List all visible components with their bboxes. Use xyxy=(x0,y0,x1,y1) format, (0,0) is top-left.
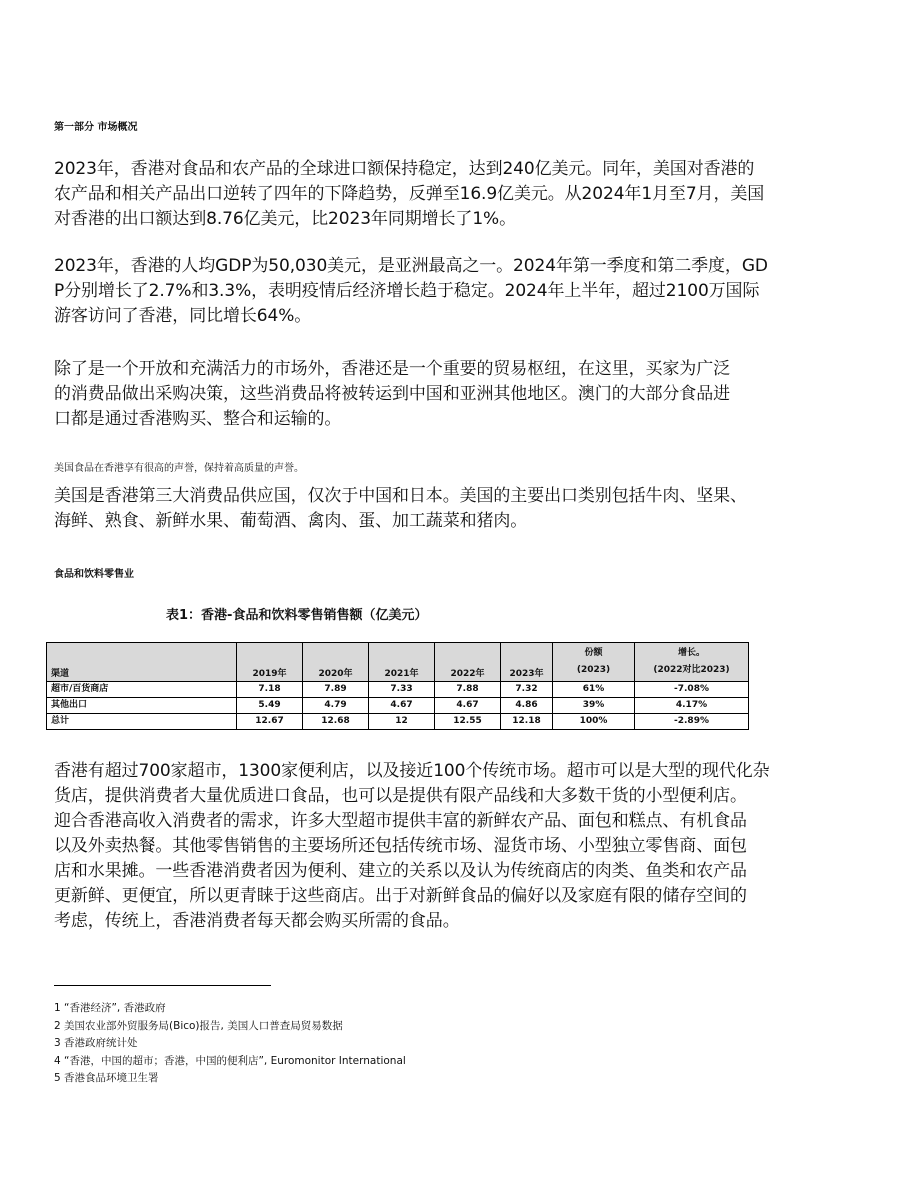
cell-2020: 7.89 xyxy=(303,682,369,698)
cell-2023: 7.32 xyxy=(501,682,553,698)
note-reputation: 美国食品在香港享有很高的声誉，保持着高质量的声誉。 xyxy=(54,463,304,474)
cell-channel: 总计 xyxy=(47,714,237,730)
header-share xyxy=(553,643,635,682)
header-2019: 2019年 xyxy=(237,643,303,682)
cell-growth: -2.89% xyxy=(635,714,749,730)
footnote-2: 2 美国农业部外贸服务局(Bico)报告, 美国人口普查局贸易数据 xyxy=(54,1019,343,1032)
table-title: 表1：香港-食品和饮料零售销售额（亿美元） xyxy=(166,608,428,623)
table-header-row xyxy=(47,643,749,682)
cell-channel: 超市/百货商店 xyxy=(47,682,237,698)
paragraph-us-supplier: 美国是香港第三大消费品供应国，仅次于中国和日本。美国的主要出口类别包括牛肉、坚果、 海鲜、熟食、新鲜水果、葡萄酒、禽肉、蛋、加工蔬菜和猪肉。 xyxy=(54,486,747,531)
cell-2022: 12.55 xyxy=(435,714,501,730)
footnote-4: 4 “香港，中国的超市；香港，中国的便利店”, Euromonitor International xyxy=(54,1054,406,1067)
header-growth-line1: 增长。 xyxy=(677,648,705,658)
header-2021: 2021年 xyxy=(369,643,435,682)
header-growth xyxy=(635,643,749,682)
header-share-line2: (2023) xyxy=(576,665,611,675)
footnote-1: 1 “香港经济”, 香港政府 xyxy=(54,1002,166,1014)
cell-share: 61% xyxy=(553,682,635,698)
paragraph-gdp: 2023年，香港的人均GDP为50,030美元，是亚洲最高之一。2024年第一季度和第二季度，GD P分别增长了2.7%和3.3%，表明疫情后经济增长趋于稳定。2024年上半年，超过2100万国际 游客访问了香港，同比增长64%。 xyxy=(54,256,768,326)
cell-growth: -7.08% xyxy=(635,682,749,698)
header-growth-line2: (2022对比2023) xyxy=(653,665,730,675)
paragraph-trade-hub: 除了是一个开放和充满活力的市场外，香港还是一个重要的贸易枢纽，在这里，买家为广泛 的消费品做出采购决策，这些消费品将被转运到中国和亚洲其他地区。澳门的大部分食品进 口都是通过香港购买、整合和运输的。 xyxy=(54,359,730,429)
cell-2021: 4.67 xyxy=(369,698,435,714)
cell-2020: 12.68 xyxy=(303,714,369,730)
section-heading-retail: 食品和饮料零售业 xyxy=(54,569,134,580)
cell-2022: 7.88 xyxy=(435,682,501,698)
cell-2021: 12 xyxy=(369,714,435,730)
cell-2023: 4.86 xyxy=(501,698,553,714)
paragraph-supermarkets: 香港有超过700家超市，1300家便利店，以及接近100个传统市场。超市可以是大型的现代化杂 货店，提供消费者大量优质进口食品，也可以是提供有限产品线和大多数干货的小型便利店。 迎合香港高收入消费者的需求，许多大型超市提供丰富的新鲜农产品、面包和糕点、有机食品 以及外卖热餐。其他零售销售的主要场所还包括传统市场、湿货市场、小型独立零售商、面包 店和水果摊。一些香港消费者因为便利、建立的关系以及认为传统商店的肉类、鱼类和农产品 更新鲜、更便宜，所以更青睐于这些商店。出于对新鲜食品的偏好以及家庭有限的储存空间的 考虑，传统上，香港消费者每天都会购买所需的食品。 xyxy=(54,761,770,931)
table-row xyxy=(47,682,749,698)
table-row xyxy=(47,698,749,714)
table-row xyxy=(47,714,749,730)
footnote-3: 3 香港政府统计处 xyxy=(54,1037,138,1050)
paragraph-imports: 2023年，香港对食品和农产品的全球进口额保持稳定，达到240亿美元。同年，美国对香港的 农产品和相关产品出口逆转了四年的下降趋势，反弹至16.9亿美元。从2024年1月至7月，美国 对香港的出口额达到8.76亿美元，比2023年同期增长了1%。 xyxy=(54,159,765,229)
cell-channel: 其他出口 xyxy=(47,698,237,714)
cell-2019: 7.18 xyxy=(237,682,303,698)
section-heading-market-overview: 第一部分 市场概况 xyxy=(54,122,138,133)
footnote-5: 5 香港食品环境卫生署 xyxy=(54,1072,159,1085)
cell-2020: 4.79 xyxy=(303,698,369,714)
header-channel: 渠道 xyxy=(47,643,237,682)
cell-share: 100% xyxy=(553,714,635,730)
cell-2019: 12.67 xyxy=(237,714,303,730)
cell-2022: 4.67 xyxy=(435,698,501,714)
footnotes xyxy=(54,1000,406,1088)
header-2020: 2020年 xyxy=(303,643,369,682)
header-2022: 2022年 xyxy=(435,643,501,682)
header-2023: 2023年 xyxy=(501,643,553,682)
cell-2021: 7.33 xyxy=(369,682,435,698)
cell-2019: 5.49 xyxy=(237,698,303,714)
retail-sales-table xyxy=(46,642,749,730)
cell-share: 39% xyxy=(553,698,635,714)
footnote-divider xyxy=(54,985,271,986)
cell-2023: 12.18 xyxy=(501,714,553,730)
cell-growth: 4.17% xyxy=(635,698,749,714)
header-share-line1: 份额 xyxy=(584,648,603,658)
